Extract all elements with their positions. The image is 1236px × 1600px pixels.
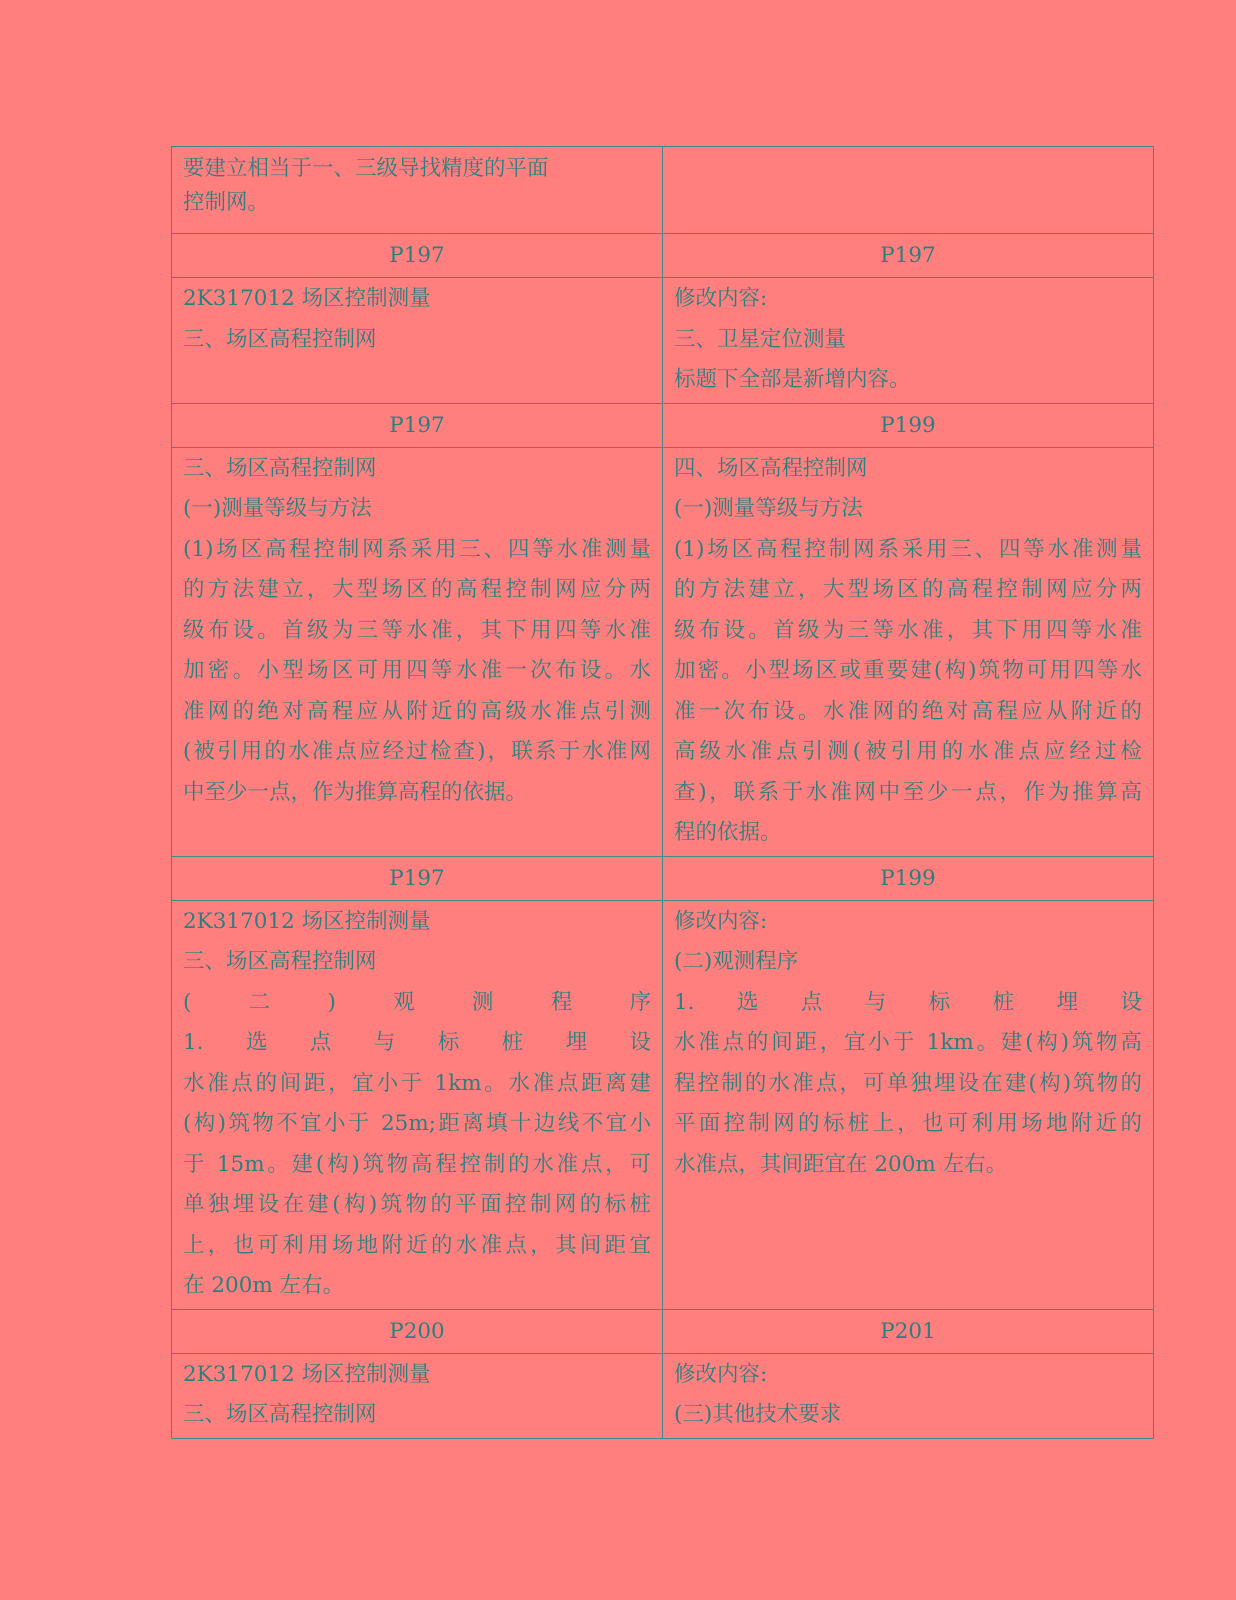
revised-text-cell xyxy=(663,447,1154,856)
revised-text-cell xyxy=(663,900,1154,1309)
page-ref-row xyxy=(172,234,1154,278)
text-line: 查)，联系于水准网中至少一点，作为推算高 xyxy=(674,779,1142,805)
text-line: 准网的绝对高程应从附近的高级水准点引测 xyxy=(183,698,651,724)
text-line: 四、场区高程控制网 xyxy=(674,455,868,481)
text-line: 水准点的间距，宜小于 1km。建(构)筑物高 xyxy=(674,1030,1142,1055)
table-body xyxy=(172,147,1154,1439)
text-line: 三、场区高程控制网 xyxy=(183,949,377,974)
original-text-cell xyxy=(172,1353,663,1438)
text-line: 级布设。首级为三等水准，其下用四等水准 xyxy=(674,617,1142,643)
text-line: (构)筑物不宜小于 25m;距离填十边线不宜小 xyxy=(183,1111,651,1136)
text-line: 的方法建立，大型场区的高程控制网应分两 xyxy=(183,577,651,602)
page-ref-row xyxy=(172,856,1154,900)
text-line: 水准点，其间距宜在 200m 左右。 xyxy=(674,1151,1008,1177)
text-line: 准一次布设。水准网的绝对高程应从附近的 xyxy=(674,698,1142,724)
text-line: 2K317012 场区控制测量 xyxy=(183,286,431,311)
text-line: 单独埋设在建(构)筑物的平面控制网的标桩 xyxy=(183,1192,651,1217)
text-line: 程控制的水准点，可单独埋设在建(构)筑物的 xyxy=(674,1070,1142,1096)
text-line: 1.选点与标桩埋设 xyxy=(674,989,1142,1015)
original-page-ref: P197 xyxy=(172,234,663,278)
content-row xyxy=(172,447,1154,856)
text-line: (一)测量等级与方法 xyxy=(674,496,863,521)
original-text-cell xyxy=(172,447,663,856)
text-line: 1.选点与标桩埋设 xyxy=(183,1030,651,1055)
text-line: 要建立相当于一、三级导找精度的平面 xyxy=(183,156,549,181)
revised-text-cell xyxy=(663,147,1154,234)
revised-text-cell xyxy=(663,1353,1154,1438)
text-line: (1)场区高程控制网系采用三、四等水准测量 xyxy=(183,536,651,562)
text-line: (二)观测程序 xyxy=(674,949,799,974)
text-line: (二)观测程序 xyxy=(183,989,651,1015)
page-ref-row xyxy=(172,1309,1154,1353)
text-line: 修改内容: xyxy=(674,1361,768,1387)
content-row xyxy=(172,278,1154,404)
text-line: 标题下全部是新增内容。 xyxy=(674,367,911,392)
text-line: 2K317012 场区控制测量 xyxy=(183,908,431,934)
revised-page-ref: P197 xyxy=(663,234,1154,278)
original-text-cell xyxy=(172,900,663,1309)
original-text-cell xyxy=(172,147,663,234)
text-line: (一)测量等级与方法 xyxy=(183,496,372,521)
text-line: 三、场区高程控制网 xyxy=(183,455,377,481)
revised-page-ref: P199 xyxy=(663,403,1154,447)
comparison-table xyxy=(171,146,1154,1439)
content-row xyxy=(172,900,1154,1309)
text-line: (被引用的水准点应经过检查)，联系于水准网 xyxy=(183,739,651,764)
text-line: 程的依据。 xyxy=(674,820,782,845)
text-line: 级布设。首级为三等水准，其下用四等水准 xyxy=(183,617,651,643)
revised-page-ref: P201 xyxy=(663,1309,1154,1353)
text-line: (1)场区高程控制网系采用三、四等水准测量 xyxy=(674,536,1142,562)
text-line: 加密。小型场区或重要建(构)筑物可用四等水 xyxy=(674,658,1142,683)
text-line: 三、卫星定位测量 xyxy=(674,326,847,352)
original-text-cell xyxy=(172,278,663,404)
text-line: 中至少一点，作为推算高程的依据。 xyxy=(183,779,528,805)
original-page-ref: P200 xyxy=(172,1309,663,1353)
text-line: 水准点的间距，宜小于 1km。水准点距离建 xyxy=(183,1070,651,1096)
original-page-ref: P197 xyxy=(172,856,663,900)
revised-page-ref: P199 xyxy=(663,856,1154,900)
text-line: 修改内容: xyxy=(674,286,768,311)
text-line: 三、场区高程控制网 xyxy=(183,326,377,352)
text-line: 于 15m。建(构)筑物高程控制的水准点，可 xyxy=(183,1151,651,1177)
page-ref-row xyxy=(172,403,1154,447)
text-line: 高级水准点引测(被引用的水准点应经过检 xyxy=(674,739,1142,764)
content-row xyxy=(172,147,1154,234)
text-line: (三)其他技术要求 xyxy=(674,1402,842,1427)
text-line: 三、场区高程控制网 xyxy=(183,1402,377,1427)
text-line: 平面控制网的标桩上，也可利用场地附近的 xyxy=(674,1111,1142,1136)
content-row xyxy=(172,1353,1154,1438)
text-line: 修改内容: xyxy=(674,908,768,934)
text-line: 上，也可利用场地附近的水准点，其间距宜 xyxy=(183,1232,651,1258)
text-line: 加密。小型场区可用四等水准一次布设。水 xyxy=(183,658,651,683)
text-line: 2K317012 场区控制测量 xyxy=(183,1361,431,1387)
text-line: 的方法建立，大型场区的高程控制网应分两 xyxy=(674,577,1142,602)
revised-text-cell xyxy=(663,278,1154,404)
text-line: 在 200m 左右。 xyxy=(183,1273,345,1298)
text-line: 控制网。 xyxy=(183,190,270,215)
original-page-ref: P197 xyxy=(172,403,663,447)
